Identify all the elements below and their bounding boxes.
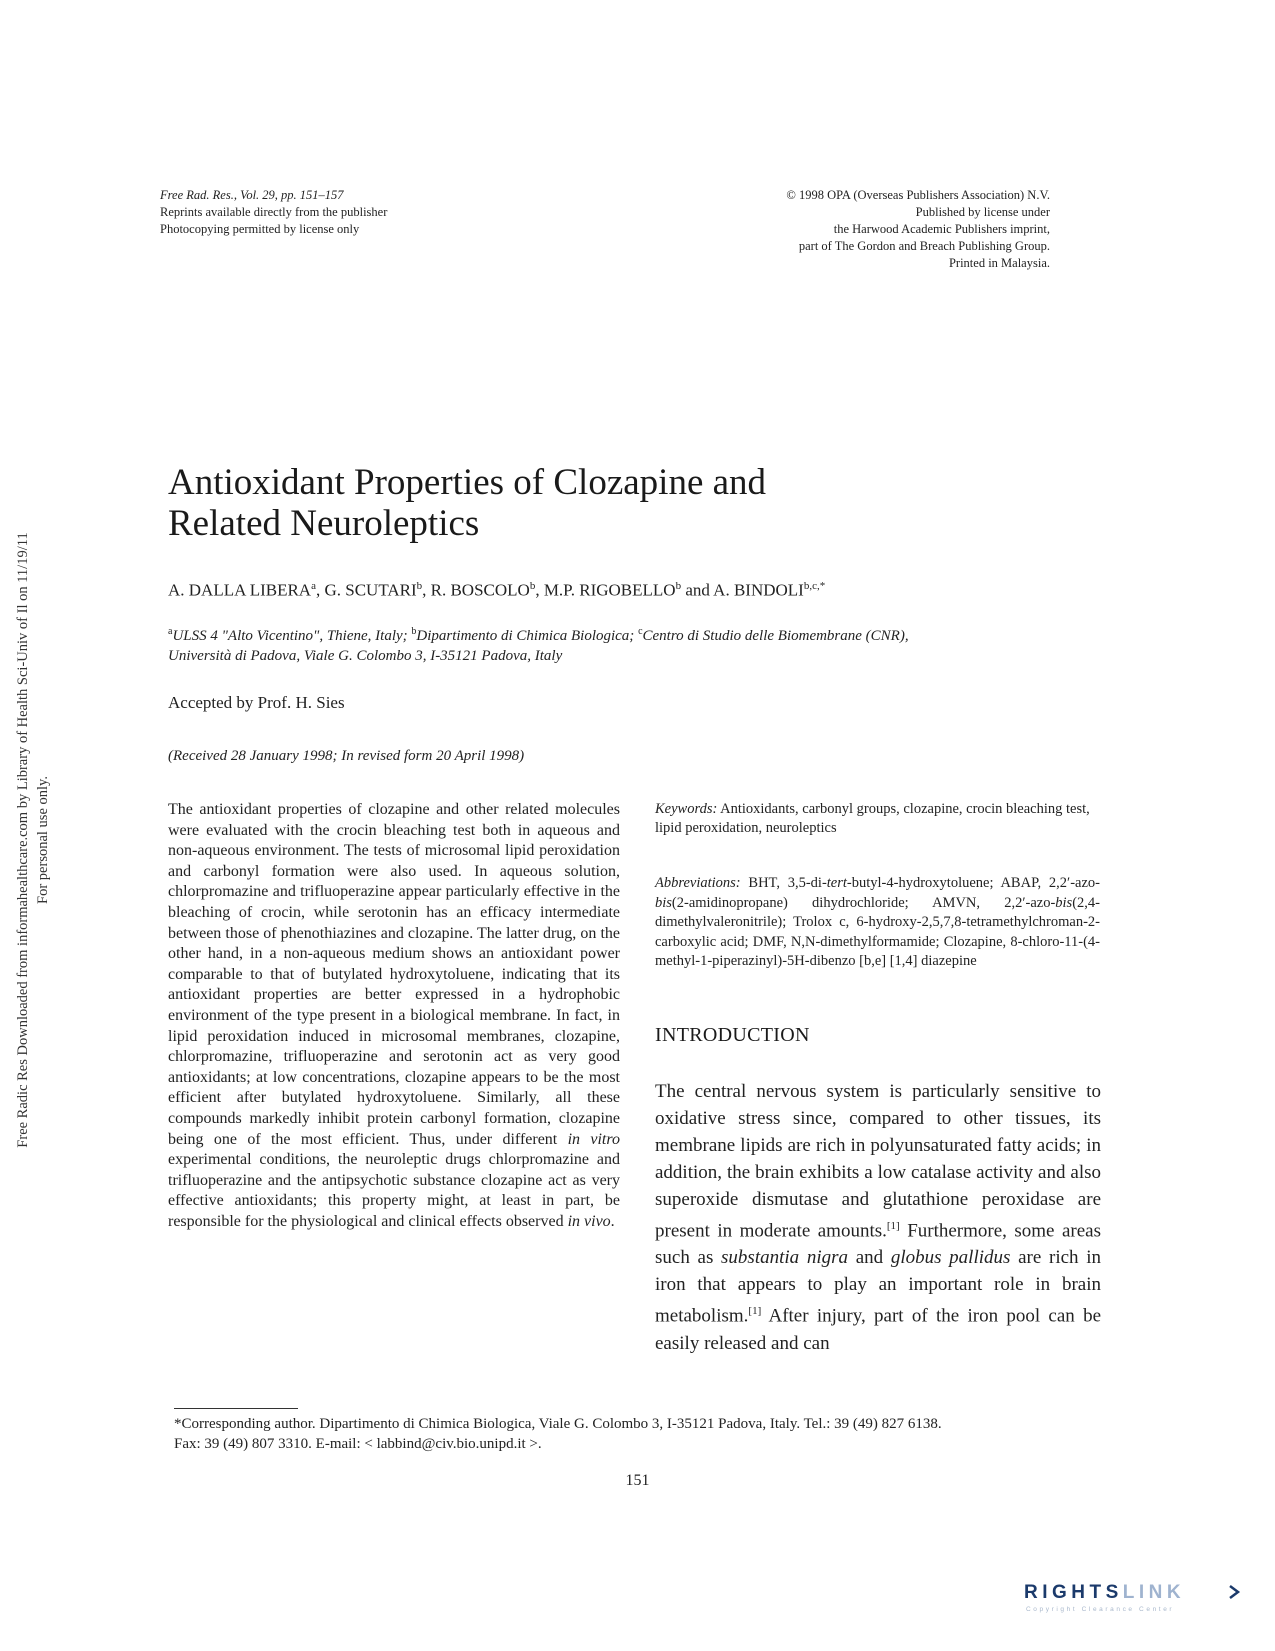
license-line: Published by license under xyxy=(915,205,1050,219)
author: , G. SCUTARI xyxy=(315,580,417,600)
footnote-divider xyxy=(174,1408,298,1409)
author: , M.P. RIGOBELLO xyxy=(535,580,676,600)
body-emphasis: globus pallidus xyxy=(890,1247,1011,1269)
author: , R. BOSCOLO xyxy=(422,580,530,600)
copyright-line: © 1998 OPA (Overseas Publishers Association) N.V. xyxy=(786,188,1050,202)
affiliation-mark: a xyxy=(168,626,173,637)
affiliation-address: Università di Padova, Viale G. Colombo 3, I-35121 Padova, Italy xyxy=(168,648,563,664)
download-notice-line2: For personal use only. xyxy=(35,776,51,904)
abstract-text: The antioxidant properties of clozapine and other related molecules were evaluated with the crocin bleaching test both in aqueous and non-aqueous environment. The tests of microsomal lipid peroxidation and carbonyl formation were also used. In aqueous solution, chlorpromazine and trifluoperazine appear particularly effective in the bleaching of crocin, while serotonin has an efficacy intermediate between those of phenothiazines and clozapine. The latter drug, on the other hand, in a non-aqueous medium shows an antioxidant power comparable to that of butylated hydroxytoluene, indicating that its antioxidant properties are better expressed in a hydrophobic environment of the type present in a biological membrane. In fact, in lipid peroxidation induced in microsomal membranes, clozapine, chlorpromazine, trifluoperazine and serotonin act as very good antioxidants; at low concentrations, clozapine appears to be the most efficient after butylated hydroxytoluene. Similarly, all these compounds markedly inhibit protein carbonyl formation, clozapine being one of the most efficient. Thus, under different xyxy=(168,801,620,1148)
footnote-line: Fax: 39 (49) 807 3310. E-mail: < labbind@civ.bio.unipd.it >. xyxy=(174,1436,542,1452)
title-line-2: Related Neuroleptics xyxy=(168,503,480,544)
abbreviations-emphasis: tert xyxy=(826,875,847,891)
abbreviations-emphasis: bis xyxy=(1055,894,1073,911)
body-text: Furthermore, some areas such as xyxy=(655,1220,1101,1269)
abbreviations-text: -butyl-4-hydroxytoluene; ABAP, 2,2′-azo- xyxy=(846,875,1100,891)
citation-ref[interactable]: [1] xyxy=(748,1305,762,1318)
corresponding-author-footnote xyxy=(174,1414,1109,1454)
keywords-text: Antioxidants, carbonyl groups, clozapine, crocin bleaching test, lipid peroxidation, neuroleptics xyxy=(655,801,1090,836)
rightslink-chevron-icon xyxy=(1230,1586,1238,1598)
abbreviations-text: BHT, 3,5-di- xyxy=(748,875,827,891)
section-heading-introduction: INTRODUCTION xyxy=(655,1024,810,1046)
imprint-line: the Harwood Academic Publishers imprint, xyxy=(833,222,1050,236)
author: A. DALLA LIBERA xyxy=(168,580,312,600)
body-text: are rich in iron that appears to play an important role in brain metabolism. xyxy=(655,1247,1101,1327)
body-emphasis: substantia nigra xyxy=(721,1247,849,1269)
reprints-line: Reprints available directly from the publisher xyxy=(160,205,388,219)
rightslink-wordmark-rights: RIGHTS xyxy=(1024,1582,1123,1603)
group-line: part of The Gordon and Breach Publishing Group. xyxy=(798,239,1050,253)
download-notice xyxy=(14,480,64,1200)
citation-ref[interactable]: [1] xyxy=(886,1220,900,1232)
affiliation: ULSS 4 "Alto Vicentino", Thiene, Italy; xyxy=(172,628,408,644)
abstract-emphasis: in vitro xyxy=(567,1130,621,1148)
abstract-text: experimental conditions, the neuroleptic drugs chlorpromazine and trifluoperazine and the antipsychotic substance clozapine act as very effective antioxidants; this property might, at least in part, be responsible for the physiological and clinical effects observed xyxy=(168,1151,620,1230)
printed-line: Printed in Malaysia. xyxy=(948,256,1050,270)
keywords xyxy=(655,800,1100,838)
author-affiliation-mark: b xyxy=(675,580,682,592)
received-dates: (Received 28 January 1998; In revised form 20 April 1998) xyxy=(168,748,525,764)
author-affiliation-mark: b xyxy=(416,580,423,592)
affiliations xyxy=(168,622,1068,666)
journal-citation xyxy=(160,187,387,238)
accepted-by: Accepted by Prof. H. Sies xyxy=(168,693,345,712)
abbreviations-label: Abbreviations: xyxy=(655,875,741,891)
introduction-text xyxy=(655,1078,1101,1357)
author-affiliation-mark: a xyxy=(311,580,316,592)
footnote-line: *Corresponding author. Dipartimento di Chimica Biologica, Viale G. Colombo 3, I-35121 Padova, Italy. Tel.: 39 (49) 827 6138. xyxy=(174,1416,942,1432)
author-affiliation-mark: b,c,* xyxy=(803,580,826,592)
affiliation-mark: b xyxy=(411,626,417,637)
download-notice-line1: Free Radic Res Downloaded from informahealthcare.com by Library of Health Sci-Univ of Il on 11/19/11 xyxy=(15,532,31,1148)
abbreviations-emphasis: bis xyxy=(655,894,672,911)
affiliation-mark: c xyxy=(638,626,643,637)
rightslink-tagline: Copyright Clearance Center xyxy=(1026,1606,1175,1613)
page-number: 151 xyxy=(625,1472,650,1489)
rightslink-logo xyxy=(1016,1578,1256,1618)
body-text: After injury, part of the iron pool can be easily released and can xyxy=(655,1305,1101,1354)
abbreviations-text: (2-amidinopropane) dihydrochloride; AMVN, 2,2′-azo- xyxy=(671,894,1056,911)
author-affiliation-mark: b xyxy=(529,580,536,592)
abbreviations-text: (2,4-dimethylvaleronitrile); Trolox c, 6-hydroxy-2,5,7,8-tetramethylchroman-2-carboxylic acid; DMF, N,N-dimethylformamide; Clozapine, 8-chloro-11-(4-methyl-1-piperazinyl)-5H-dibenzo [b,e] [1,4] diazepine xyxy=(655,894,1100,969)
author-list xyxy=(168,580,825,601)
affiliation: Centro di Studio delle Biomembrane (CNR), xyxy=(642,628,909,644)
abstract-text: . xyxy=(610,1212,615,1230)
keywords-label: Keywords: xyxy=(655,801,718,817)
paper-title xyxy=(168,462,766,544)
rightslink-wordmark xyxy=(1024,1582,1185,1603)
body-text: and xyxy=(848,1247,891,1269)
abbreviations xyxy=(655,874,1100,972)
photocopying-line: Photocopying permitted by license only xyxy=(160,222,360,236)
publisher-info xyxy=(700,187,1050,272)
affiliation: Dipartimento di Chimica Biologica; xyxy=(416,628,635,644)
rightslink-wordmark-link: LINK xyxy=(1122,1582,1186,1603)
title-line-1: Antioxidant Properties of Clozapine and xyxy=(168,462,767,503)
abstract-emphasis: in vivo xyxy=(567,1212,611,1230)
body-text: The central nervous system is particularly sensitive to oxidative stress since, compared to other tissues, its membrane lipids are rich in polyunsaturated fatty acids; in addition, the brain exhibits a low catalase activity and also superoxide dismutase and glutathione peroxidase are present in moderate amounts. xyxy=(655,1081,1101,1242)
abstract xyxy=(168,800,620,1232)
author: and A. BINDOLI xyxy=(681,580,804,600)
journal-citation-line: Free Rad. Res., Vol. 29, pp. 151–157 xyxy=(160,188,344,202)
